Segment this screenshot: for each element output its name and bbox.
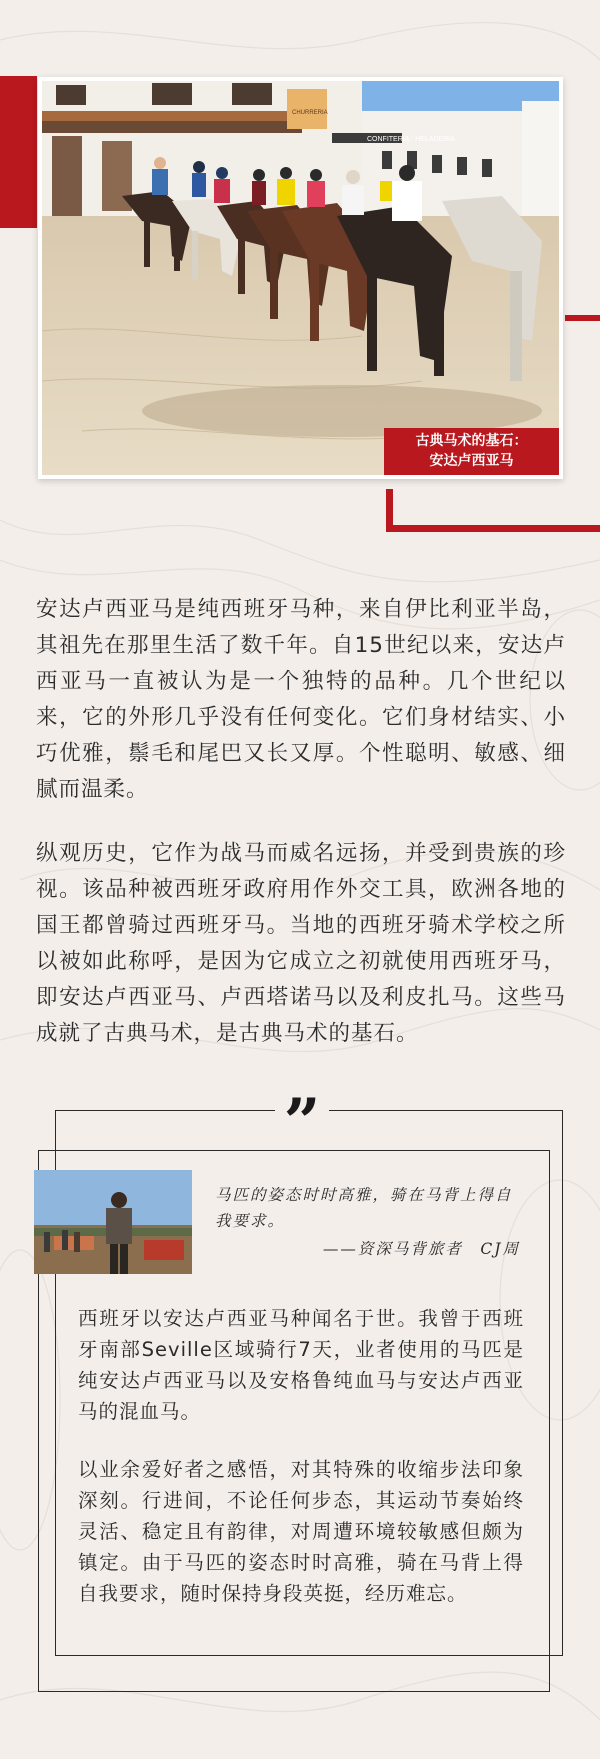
box-paragraph: 以业余爱好者之感悟，对其特殊的收缩步法印象深刻。行进间，不论任何步态，其运动节奏始终灵活、稳定且有韵律，对周遭环境较敏感但颇为镇定。由于马匹的姿态时时高雅，骑在马背上得自我要求，随时保持身段英挺，经历难忘。 bbox=[78, 1458, 524, 1605]
author-portrait-photo bbox=[34, 1170, 192, 1274]
accent-bracket bbox=[386, 489, 600, 532]
hero-photo-frame bbox=[38, 77, 563, 479]
article-paragraph: 纵观历史，它作为战马而威名远扬，并受到贵族的珍视。该品种被西班牙政府用作外交工具，欧洲各地的国王都曾骑过西班牙马。当地的西班牙骑术学校之所以被如此称呼，是因为它成立之初就使用西班牙马，即安达卢西亚马、卢西塔诺马以及利皮扎马。这些马成就了古典马术，是古典马术的基石。 bbox=[36, 841, 566, 1046]
box-paragraph: 西班牙以安达卢西亚马种闻名于世。我曾于西班牙南部Seville区域骑行7天，业者使用的马匹是纯安达卢西亚马以及安格鲁纯血马与安达卢西亚马的混血马。 bbox=[78, 1307, 524, 1423]
quote-box-body bbox=[78, 1303, 524, 1636]
hero-caption-line1: 古典马术的基石： bbox=[415, 433, 528, 449]
quote-mark-icon: ” bbox=[275, 1088, 329, 1128]
shop-sign-text-2: CHURRERIA bbox=[292, 110, 328, 116]
hero-caption bbox=[384, 428, 559, 475]
article-paragraph: 安达卢西亚马是纯西班牙马种，来自伊比利亚半岛，其祖先在那里生活了数千年。自15世纪以来，安达卢西亚马一直被认为是一个独特的品种。几个世纪以来，它的外形几乎没有任何变化。它们身材结实、小巧优雅，鬃毛和尾巴又长又厚。个性聪明、敏感、细腻而温柔。 bbox=[36, 597, 566, 802]
accent-bar-left bbox=[0, 76, 37, 228]
quote-text: 马匹的姿态时时高雅，骑在马背上得自我要求。 bbox=[215, 1186, 513, 1230]
article-body bbox=[36, 592, 566, 1080]
hero-photo-horses-riders bbox=[42, 81, 559, 475]
quote-author: ——资深马背旅者 CJ周 bbox=[322, 1240, 520, 1258]
hero-photo-illustration bbox=[42, 81, 559, 475]
author-portrait-illustration bbox=[34, 1170, 192, 1274]
shop-sign-text: CONFITERIA · HELADERIA bbox=[367, 136, 455, 143]
accent-bar-right bbox=[565, 315, 600, 321]
hero-caption-line2: 安达卢西亚马 bbox=[429, 453, 514, 469]
